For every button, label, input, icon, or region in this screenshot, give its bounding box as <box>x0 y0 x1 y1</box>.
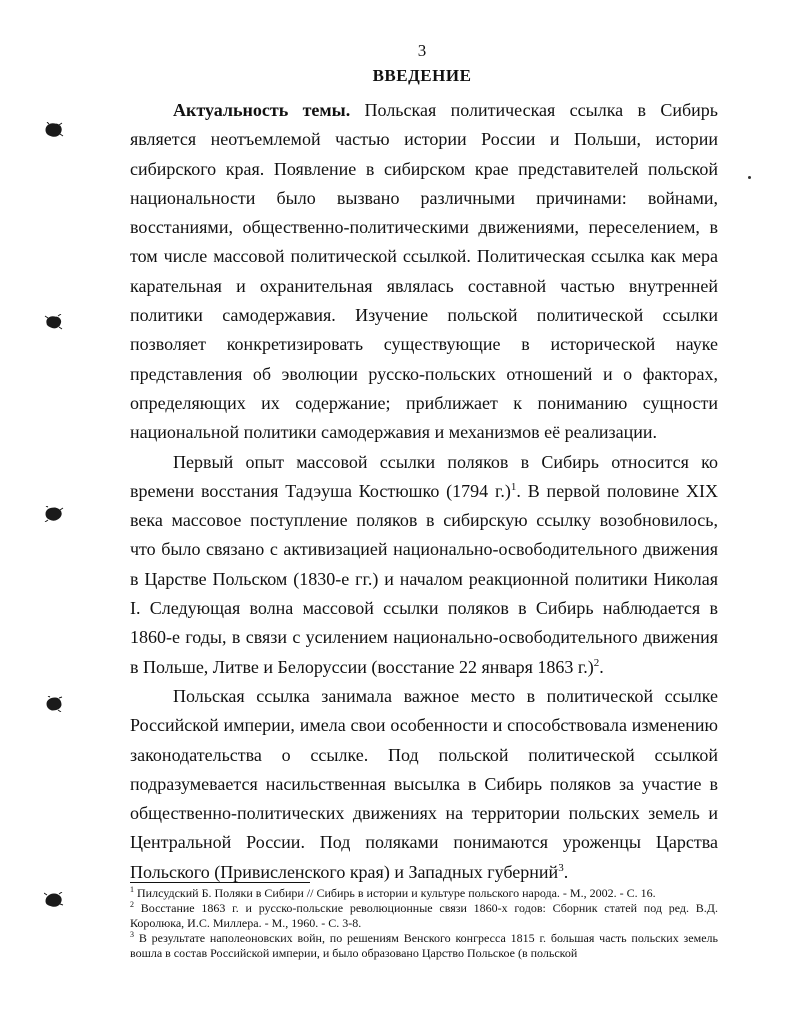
footnote-ref[interactable]: 2 <box>593 656 600 669</box>
ink-blot-icon <box>44 314 64 330</box>
footnote-number: 1 <box>130 885 134 894</box>
footnote-number: 3 <box>130 930 134 939</box>
paragraph-lead: Актуальность темы. <box>173 100 351 120</box>
ink-blot-icon <box>44 506 64 522</box>
footnote-ref[interactable]: 3 <box>558 861 564 874</box>
ink-blot-icon <box>44 892 64 908</box>
main-text <box>130 96 718 887</box>
ink-blot-icon <box>44 122 64 138</box>
footnote-text: Пилсудский Б. Поляки в Сибири // Сибирь в истории и культуре польского народа. - М., 2002. - С. 16. <box>134 886 656 900</box>
paragraph-text: . <box>563 861 569 882</box>
paragraph-text: Первый опыт массовой ссылки поляков в Сибирь относится ко времени восстания Тадэуша Костюшко (1794 г.) <box>130 451 718 501</box>
paragraph-3 <box>130 682 718 887</box>
paragraph-2 <box>130 448 718 682</box>
paragraph-text: . <box>599 656 604 677</box>
paragraph-text: Польская ссылка занимала важное место в политической ссылке Российской империи, имела свои особенности и способствовала изменению законодательства о ссылке. Под польской политической ссылкой подразумевается насильственная высылка в Сибирь поляков за участие в общественно-политических движениях на территории польских земель и Центральной России. Под поляками понимаются уроженцы Царства Польского (Привисленского края) и Западных губерний <box>130 685 718 882</box>
footnote-text: Восстание 1863 г. и русско-польские революционные связи 1860-х годов: Сборник статей под ред. В.Д. Королюка, И.С. Миллера. - М., 1960. - С. 3-8. <box>130 901 718 930</box>
paragraph-text: . В первой половине XIX века массовое поступление поляков в сибирскую ссылку возобновилось, что было связано с активизацией национально-освободительного движения в Царстве Польском (1830-е гг.) и началом реакционной политики Николая I. Следующая волна массовой ссылки поляков в Сибирь наблюдается в 1860-е годы, в связи с усилением национально-освободительного движения в Польше, Литве и Белоруссии (восстание 22 января 1863 г.) <box>130 480 718 677</box>
ink-blot-icon <box>44 696 64 712</box>
paragraph-text: Польская политическая ссылка в Сибирь является неотъемлемой частью истории России и Польши, истории сибирского края. Появление в сибирском крае представителей польской национальности было вызвано различными причинами: войнами, восстаниями, общественно-политическими движениями, переселением, в том числе массовой политической ссылкой. Политическая ссылка как мера карательная и охранительная являлась составной частью внутренней политики самодержавия. Изучение польской политической ссылки позволяет конкретизировать существующие в исторической науке представления об эволюции русско-польских отношений и о факторах, определяющих их содержание; приближает к пониманию сущности национальной политики самодержавия и механизмов её реализации. <box>130 100 718 443</box>
paragraph-1 <box>130 96 718 448</box>
footnotes <box>130 886 718 961</box>
page-title: ВВЕДЕНИЕ <box>372 66 472 85</box>
footnote-item <box>130 886 718 901</box>
footnote-divider <box>130 882 310 883</box>
page-number: 3 <box>417 41 427 60</box>
footnote-item <box>130 931 718 961</box>
scan-speck <box>748 176 751 179</box>
footnote-item <box>130 901 718 931</box>
footnote-ref[interactable]: 1 <box>510 480 517 493</box>
footnote-number: 2 <box>130 900 134 909</box>
footnote-text: В результате наполеоновских войн, по решениям Венского конгресса 1815 г. большая часть польских земель вошла в состав Российской империи, и было образовано Царство Польское (в польской <box>130 931 718 960</box>
